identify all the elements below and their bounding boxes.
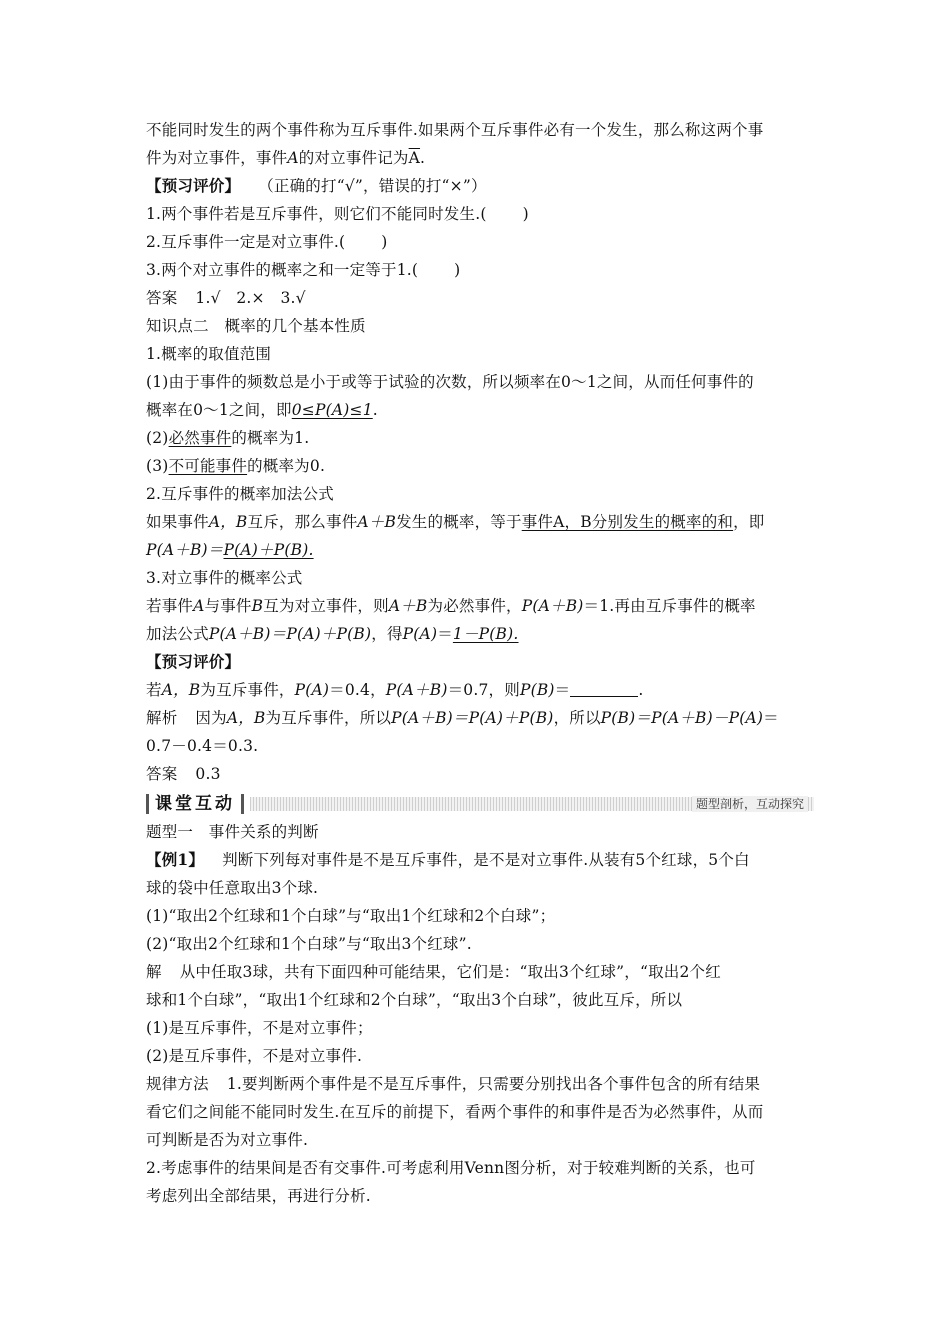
text: 判断下列每对事件是不是互斥事件，是不是对立事件.从装有5个红球，5个白 <box>222 851 750 869</box>
answer-label: 答案 <box>146 289 178 307</box>
math-formula: P(A) <box>402 625 438 643</box>
banner-title: 课堂互动 <box>146 794 244 814</box>
solution-label: 解 <box>146 963 162 981</box>
text-line <box>146 368 814 396</box>
text: 球和1个白球”，“取出1个红球和2个白球”，“取出3个白球”，彼此互斥，所以 <box>146 991 683 1009</box>
math-var: B <box>251 597 264 615</box>
review-note: （正确的打“√”，错误的打“×”） <box>258 177 487 195</box>
answer-line <box>146 760 814 788</box>
text: (2)是互斥事件，不是对立事件. <box>146 1047 363 1065</box>
review-heading: 【预习评价】 <box>146 176 241 195</box>
text: 可判断是否为对立事件. <box>146 1131 309 1149</box>
bracket-close: ) <box>522 205 529 223</box>
question-line <box>146 228 814 256</box>
text: 为必然事件， <box>427 597 522 615</box>
text: (2)“取出2个红球和1个白球”与“取出3个红球”. <box>146 935 472 953</box>
question-3: 3.两个对立事件的概率之和一定等于1.( <box>146 261 419 279</box>
text: 1.要判断两个事件是不是互斥事件，只需要分别找出各个事件包含的所有结果 <box>226 1075 761 1093</box>
exercise-line <box>146 676 814 704</box>
text: ，得 <box>371 625 403 643</box>
subsection-1: 1.概率的取值范围 <box>146 345 272 363</box>
review-heading: 【预习评价】 <box>146 652 241 671</box>
rule-line <box>146 1070 814 1098</box>
text: 球的袋中任意取出3个球. <box>146 879 319 897</box>
text-line <box>146 396 814 424</box>
example-label: 【例1】 <box>146 850 205 869</box>
text: ＝1.再由互斥事件的概率 <box>583 597 756 615</box>
text-line <box>146 508 814 536</box>
math-formula: P(A) <box>294 681 330 699</box>
solution-line <box>146 986 814 1014</box>
review-heading-line <box>146 648 814 676</box>
math-formula: P(B)＝P(A＋B)－P(A) <box>600 709 764 727</box>
underlined-term: 事件A，B分别发生的概率的和 <box>521 513 734 531</box>
question-1: 1.两个事件若是互斥事件，则它们不能同时发生.( <box>146 205 487 223</box>
text: 的对立事件记为 <box>298 149 409 167</box>
solution-line <box>146 1014 814 1042</box>
question-line <box>146 200 814 228</box>
text-line <box>146 620 814 648</box>
math-underlined: P(A)＋P(B). <box>223 541 314 559</box>
example-line <box>146 902 814 930</box>
math-var: A <box>193 597 205 615</box>
math-var: A <box>287 149 299 167</box>
text: 看它们之间能不能同时发生.在互斥的前提下，看两个事件的和事件是否为必然事件，从而 <box>146 1103 764 1121</box>
math-formula: P(A＋B)＝P(A)＋P(B) <box>208 625 372 643</box>
text: . <box>372 401 378 419</box>
text: 0.7－0.4＝0.3. <box>146 737 259 755</box>
subsection-3: 3.对立事件的概率公式 <box>146 569 303 587</box>
answer-line <box>146 284 814 312</box>
solution-line <box>146 704 814 732</box>
text: 的概率为1. <box>231 429 310 447</box>
math-formula: P(B) <box>519 681 555 699</box>
text: 的概率为0. <box>247 457 326 475</box>
text-line <box>146 536 814 564</box>
rule-line <box>146 1126 814 1154</box>
question-type-title: 题型一 事件关系的判断 <box>146 823 319 841</box>
text: (2) <box>146 429 169 447</box>
question-line <box>146 256 814 284</box>
rule-label: 规律方法 <box>146 1075 209 1093</box>
answer-text: 1.√ 2.× 3.√ <box>195 289 306 307</box>
text: 2.考虑事件的结果间是否有交事件.可考虑利用Venn图分析，对于较难判断的关系，也可 <box>146 1159 756 1177</box>
solution-line <box>146 732 814 760</box>
text: 为互斥事件，所以 <box>265 709 392 727</box>
text-line <box>146 424 814 452</box>
answer-label: 答案 <box>146 765 178 783</box>
banner-subtitle: 题型剖析，互动探究 <box>692 796 808 812</box>
math-var: A，B <box>208 513 248 531</box>
example-line <box>146 846 814 874</box>
rule-line <box>146 1098 814 1126</box>
text: 考虑列出全部结果，再进行分析. <box>146 1187 371 1205</box>
question-2: 2.互斥事件一定是对立事件.( <box>146 233 346 251</box>
math-complement: $\overline{A}$ <box>408 149 421 167</box>
text-line <box>146 452 814 480</box>
text: 互斥，那么事件 <box>247 513 358 531</box>
answer-text: 0.3 <box>195 765 221 783</box>
text: 如果事件 <box>146 513 209 531</box>
text: (3) <box>146 457 169 475</box>
example-line <box>146 930 814 958</box>
document-page <box>146 116 814 1210</box>
math-var: A，B <box>226 709 266 727</box>
text: 概率在0～1之间，即 <box>146 401 292 419</box>
text: 发生的概率，等于 <box>396 513 522 531</box>
text: 因为 <box>195 709 227 727</box>
text: ＝ <box>554 681 571 699</box>
math-var: A＋B <box>388 597 428 615</box>
subsection-title <box>146 340 814 368</box>
text: ，即 <box>733 513 765 531</box>
text: (1)是互斥事件，不是对立事件； <box>146 1019 373 1037</box>
knowledge-point-title: 知识点二 概率的几个基本性质 <box>146 317 366 335</box>
text: 与事件 <box>204 597 252 615</box>
underlined-term: 必然事件 <box>168 429 232 447</box>
text: ＝ <box>437 625 453 643</box>
text: ＝0.4， <box>329 681 386 699</box>
text: (1)“取出2个红球和1个白球”与“取出1个红球和2个白球”； <box>146 907 556 925</box>
math-formula: P(A＋B)＝P(A)＋P(B) <box>391 709 554 727</box>
review-heading-line <box>146 172 814 200</box>
answer-blank <box>570 680 638 697</box>
text: ＝ <box>763 709 779 727</box>
solution-line <box>146 1042 814 1070</box>
math-formula: P(A＋B)＝ <box>146 541 224 559</box>
subsection-title <box>146 564 814 592</box>
text: 从中任取3球，共有下面四种可能结果，它们是：“取出3个红球”，“取出2个红 <box>179 963 721 981</box>
text: (1)由于事件的频数总是小于或等于试验的次数，所以频率在0～1之间，从而任何事件的 <box>146 373 754 391</box>
underlined-term: 不可能事件 <box>168 457 248 475</box>
section-banner <box>146 792 814 816</box>
bracket-close: ) <box>381 233 388 251</box>
text: ，所以 <box>553 709 601 727</box>
text: . <box>638 681 644 699</box>
subsection-title <box>146 480 814 508</box>
math-underlined: 1－P(B). <box>452 625 519 643</box>
text-line <box>146 592 814 620</box>
example-line <box>146 874 814 902</box>
text-line <box>146 116 814 144</box>
math-formula: P(A＋B) <box>521 597 584 615</box>
text-line <box>146 144 814 172</box>
solution-line <box>146 958 814 986</box>
solution-label: 解析 <box>146 709 178 727</box>
text: 加法公式 <box>146 625 209 643</box>
text: 若 <box>146 681 162 699</box>
math-var: A，B <box>161 681 201 699</box>
rule-line <box>146 1182 814 1210</box>
section-title <box>146 818 814 846</box>
text: 为互斥事件， <box>200 681 295 699</box>
math-formula: P(A＋B) <box>385 681 448 699</box>
text: 若事件 <box>146 597 194 615</box>
rule-line <box>146 1154 814 1182</box>
bracket-close: ) <box>454 261 461 279</box>
text: 不能同时发生的两个事件称为互斥事件.如果两个互斥事件必有一个发生，那么称这两个事 <box>146 121 764 139</box>
text: . <box>420 149 426 167</box>
text: ＝0.7，则 <box>447 681 520 699</box>
text: 互为对立事件，则 <box>263 597 389 615</box>
text: 件为对立事件，事件 <box>146 149 288 167</box>
subsection-2: 2.互斥事件的概率加法公式 <box>146 485 334 503</box>
math-underlined: 0≤P(A)≤1 <box>291 401 373 419</box>
section-title <box>146 312 814 340</box>
math-var: A＋B <box>357 513 397 531</box>
